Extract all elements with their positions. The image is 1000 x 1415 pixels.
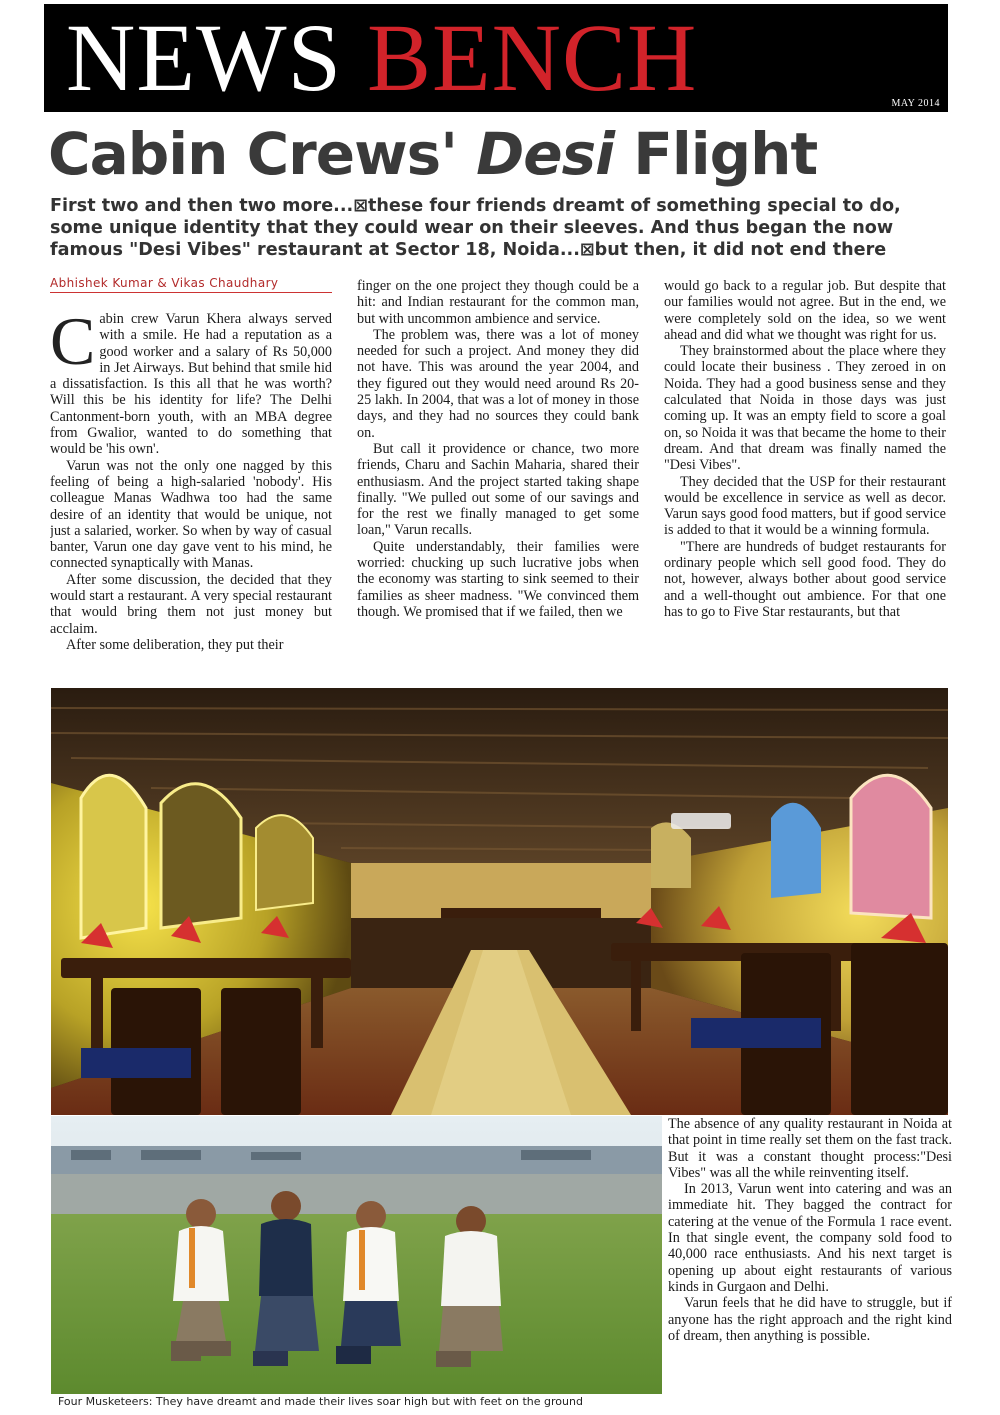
paragraph: Quite understandably, their families were worried: chucking up such lucrative jobs when the economy was starting to sink seemed to their families as sheer madness. "We convinced them though. We promised that if we failed, then we [357, 538, 639, 620]
restaurant-interior-photo [51, 688, 948, 1115]
article-column-4 [668, 1116, 952, 1398]
masthead [44, 4, 948, 112]
masthead-word-bench: BENCH [366, 4, 698, 111]
headline-part-b: Desi [476, 120, 615, 188]
masthead-word-news: NEWS [66, 4, 342, 111]
byline: Abhishek Kumar & Vikas Chaudhary [50, 276, 332, 293]
paragraph: Varun feels that he did have to struggle, but if anyone has the right approach and the right kind of dream, then anything is possible. [668, 1295, 952, 1344]
masthead-title [66, 4, 698, 111]
issue-date: MAY 2014 [891, 98, 940, 109]
paragraph: abin crew Varun Khera always served with a smile. He had a reputation as a good worker and a salary of Rs 50,000 in Jet Airways. But behind that smile hid a dissatisfaction. Is this all that he was worth? Will this be his identity for life? The Delhi Cantonment-born youth, with an MBA degree from Gwalior, wanted to do something that would be 'his own'. [50, 311, 332, 458]
article-column-3 [664, 278, 946, 687]
photo-caption: Four Musketeers: They have dreamt and made their lives soar high but with feet on the ground [58, 1395, 583, 1408]
paragraph: Varun was not the only one nagged by this feeling of being a high-salaried 'nobody'. His colleague Manas Wadhwa too had the same desire of an identity that would be unique, not just a salaried, worker. So when by way of casual banter, Varun one day gave vent to his mind, he connected synaptically with Manas. [50, 457, 332, 572]
paragraph: After some discussion, the decided that they would start a restaurant. A very special restaurant that would bring them not just money but acclaim. [50, 571, 332, 637]
headline-part-c: Flight [633, 120, 818, 188]
headline [48, 118, 952, 190]
paragraph: They decided that the USP for their restaurant would be excellence in service as well as decor. Varun says good food matters, but if good service is added to that it would be a winning formula. [664, 473, 946, 539]
paragraph: finger on the one project they though could be a hit: and Indian restaurant for the common man, but with uncommon ambience and service. [357, 278, 639, 327]
paragraph: In 2013, Varun went into catering and was an immediate hit. They bagged the contract for catering at the venue of the Formula 1 race event. In that single event, the company sold food to 40,000 race enthusiasts. And his next target is opening up about eight restaurants of various kinds in Gurgaon and Delhi. [668, 1181, 952, 1295]
standfirst: First two and then two more...⊠these four friends dreamt of something special to do, some unique identity that they could wear on their sleeves. And thus began the now famous "Desi Vibes" restaurant at Sector 18, Noida...⊠but then, it did not end there [50, 196, 901, 260]
paragraph: The absence of any quality restaurant in Noida at that point in time really set them on the fast track. But it was a constant thought process:"Desi Vibes" was all the while reinventing itself. [668, 1116, 952, 1181]
founders-group-photo [51, 1116, 662, 1394]
article-column-1 [50, 311, 332, 687]
article-column-2 [357, 278, 639, 687]
paragraph: They brainstormed about the place where they could locate their business . They zeroed in on Noida. They had a good business sense and they calculated that Noida in those days was just coming up. It was an empty field to score a goal on, so Noida it was that became the home to their dream. And that dream was finally named the "Desi Vibes". [664, 343, 946, 474]
headline-part-a: Cabin Crews' [48, 120, 457, 188]
paragraph: But call it providence or chance, two more friends, Charu and Sachin Maharia, shared their enthusiasm. And the project started taking shape finally. "We pulled out some of our savings and for the rest we finally managed to get some loan," Varun recalls. [357, 440, 639, 539]
paragraph: The problem was, there was a lot of money needed for such a project. And money they did not have. This was around the year 2004, and they figured out they would need around Rs 20-25 lakh. In 2004, that was a lot of money in those days, and they had no sources they could bank on. [357, 326, 639, 441]
paragraph: would go back to a regular job. But despite that our families would not agree. But in the end, we were completely sold on the idea, so we went ahead and did what we thought was right for us. [664, 278, 946, 343]
paragraph: "There are hundreds of budget restaurants for ordinary people which sell good food. They do not, however, always bother about good service and a well-thought out ambience. For that one has to go to Five Star restaurants, but that [664, 538, 946, 620]
paragraph: After some deliberation, they put their [66, 636, 284, 653]
drop-cap: C [50, 311, 96, 379]
